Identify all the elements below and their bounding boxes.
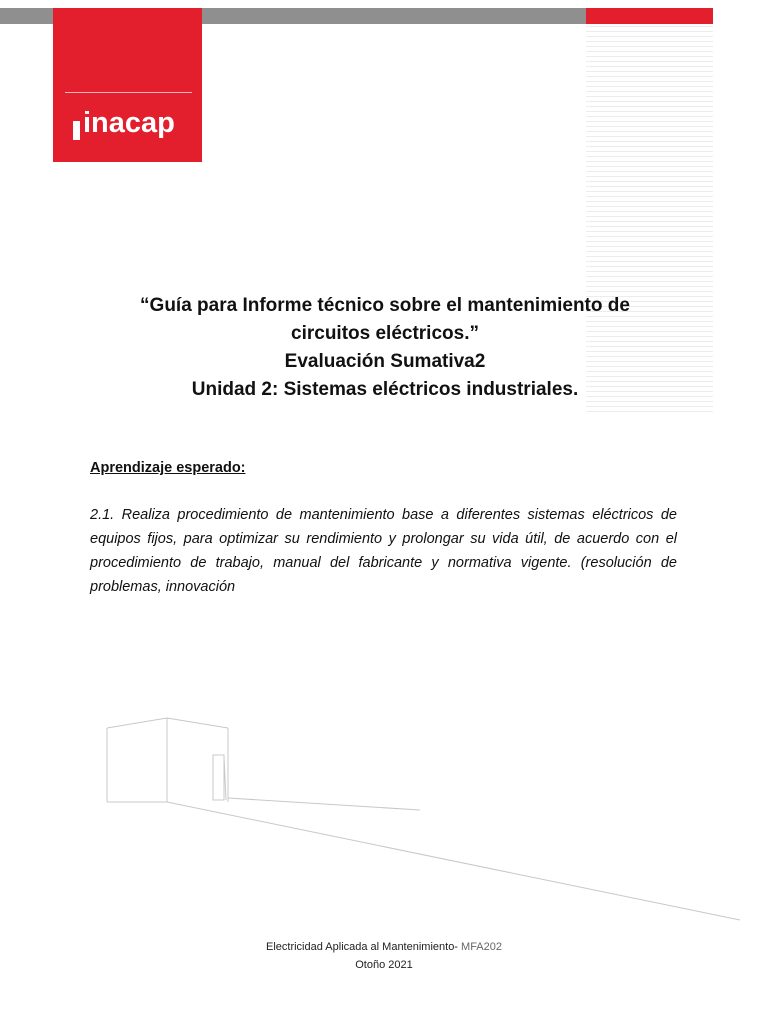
footer-course: Electricidad Aplicada al Mantenimiento- [265,941,462,953]
title-line-1: “Guía para Informe técnico sobre el mantenimiento de [140,295,630,316]
title-line-3: Evaluación Sumativa2 [284,351,486,372]
page-footer [0,938,768,974]
header-bar-left [0,8,53,24]
footer-course-code: MFA202 [461,941,502,953]
learning-text: 2.1. Realiza procedimiento de mantenimiento base a diferentes sistemas eléctricos de equipos fijos, para optimizar su rendimiento y prolongar su vida útil, de acuerdo con el procedimiento de trabajo, manual del fabricante y normativa vigente. (resolución de problemas, innovación [90,507,677,595]
footer-course-line [0,938,768,956]
footer-term: Otoño 2021 [355,959,413,971]
logo-text: inacap [83,107,175,139]
logo-divider [65,92,192,93]
header-bar-middle [202,8,586,24]
inacap-logo [53,8,202,162]
learning-heading: Aprendizaje esperado: [90,460,246,476]
title-line-2: circuitos eléctricos.” [291,323,479,344]
document-title [90,292,680,404]
logo-mark-icon [73,121,80,140]
building-line-illustration [0,700,768,930]
title-line-4: Unidad 2: Sistemas eléctricos industriales. [191,379,579,400]
header-bar-red [586,8,713,24]
